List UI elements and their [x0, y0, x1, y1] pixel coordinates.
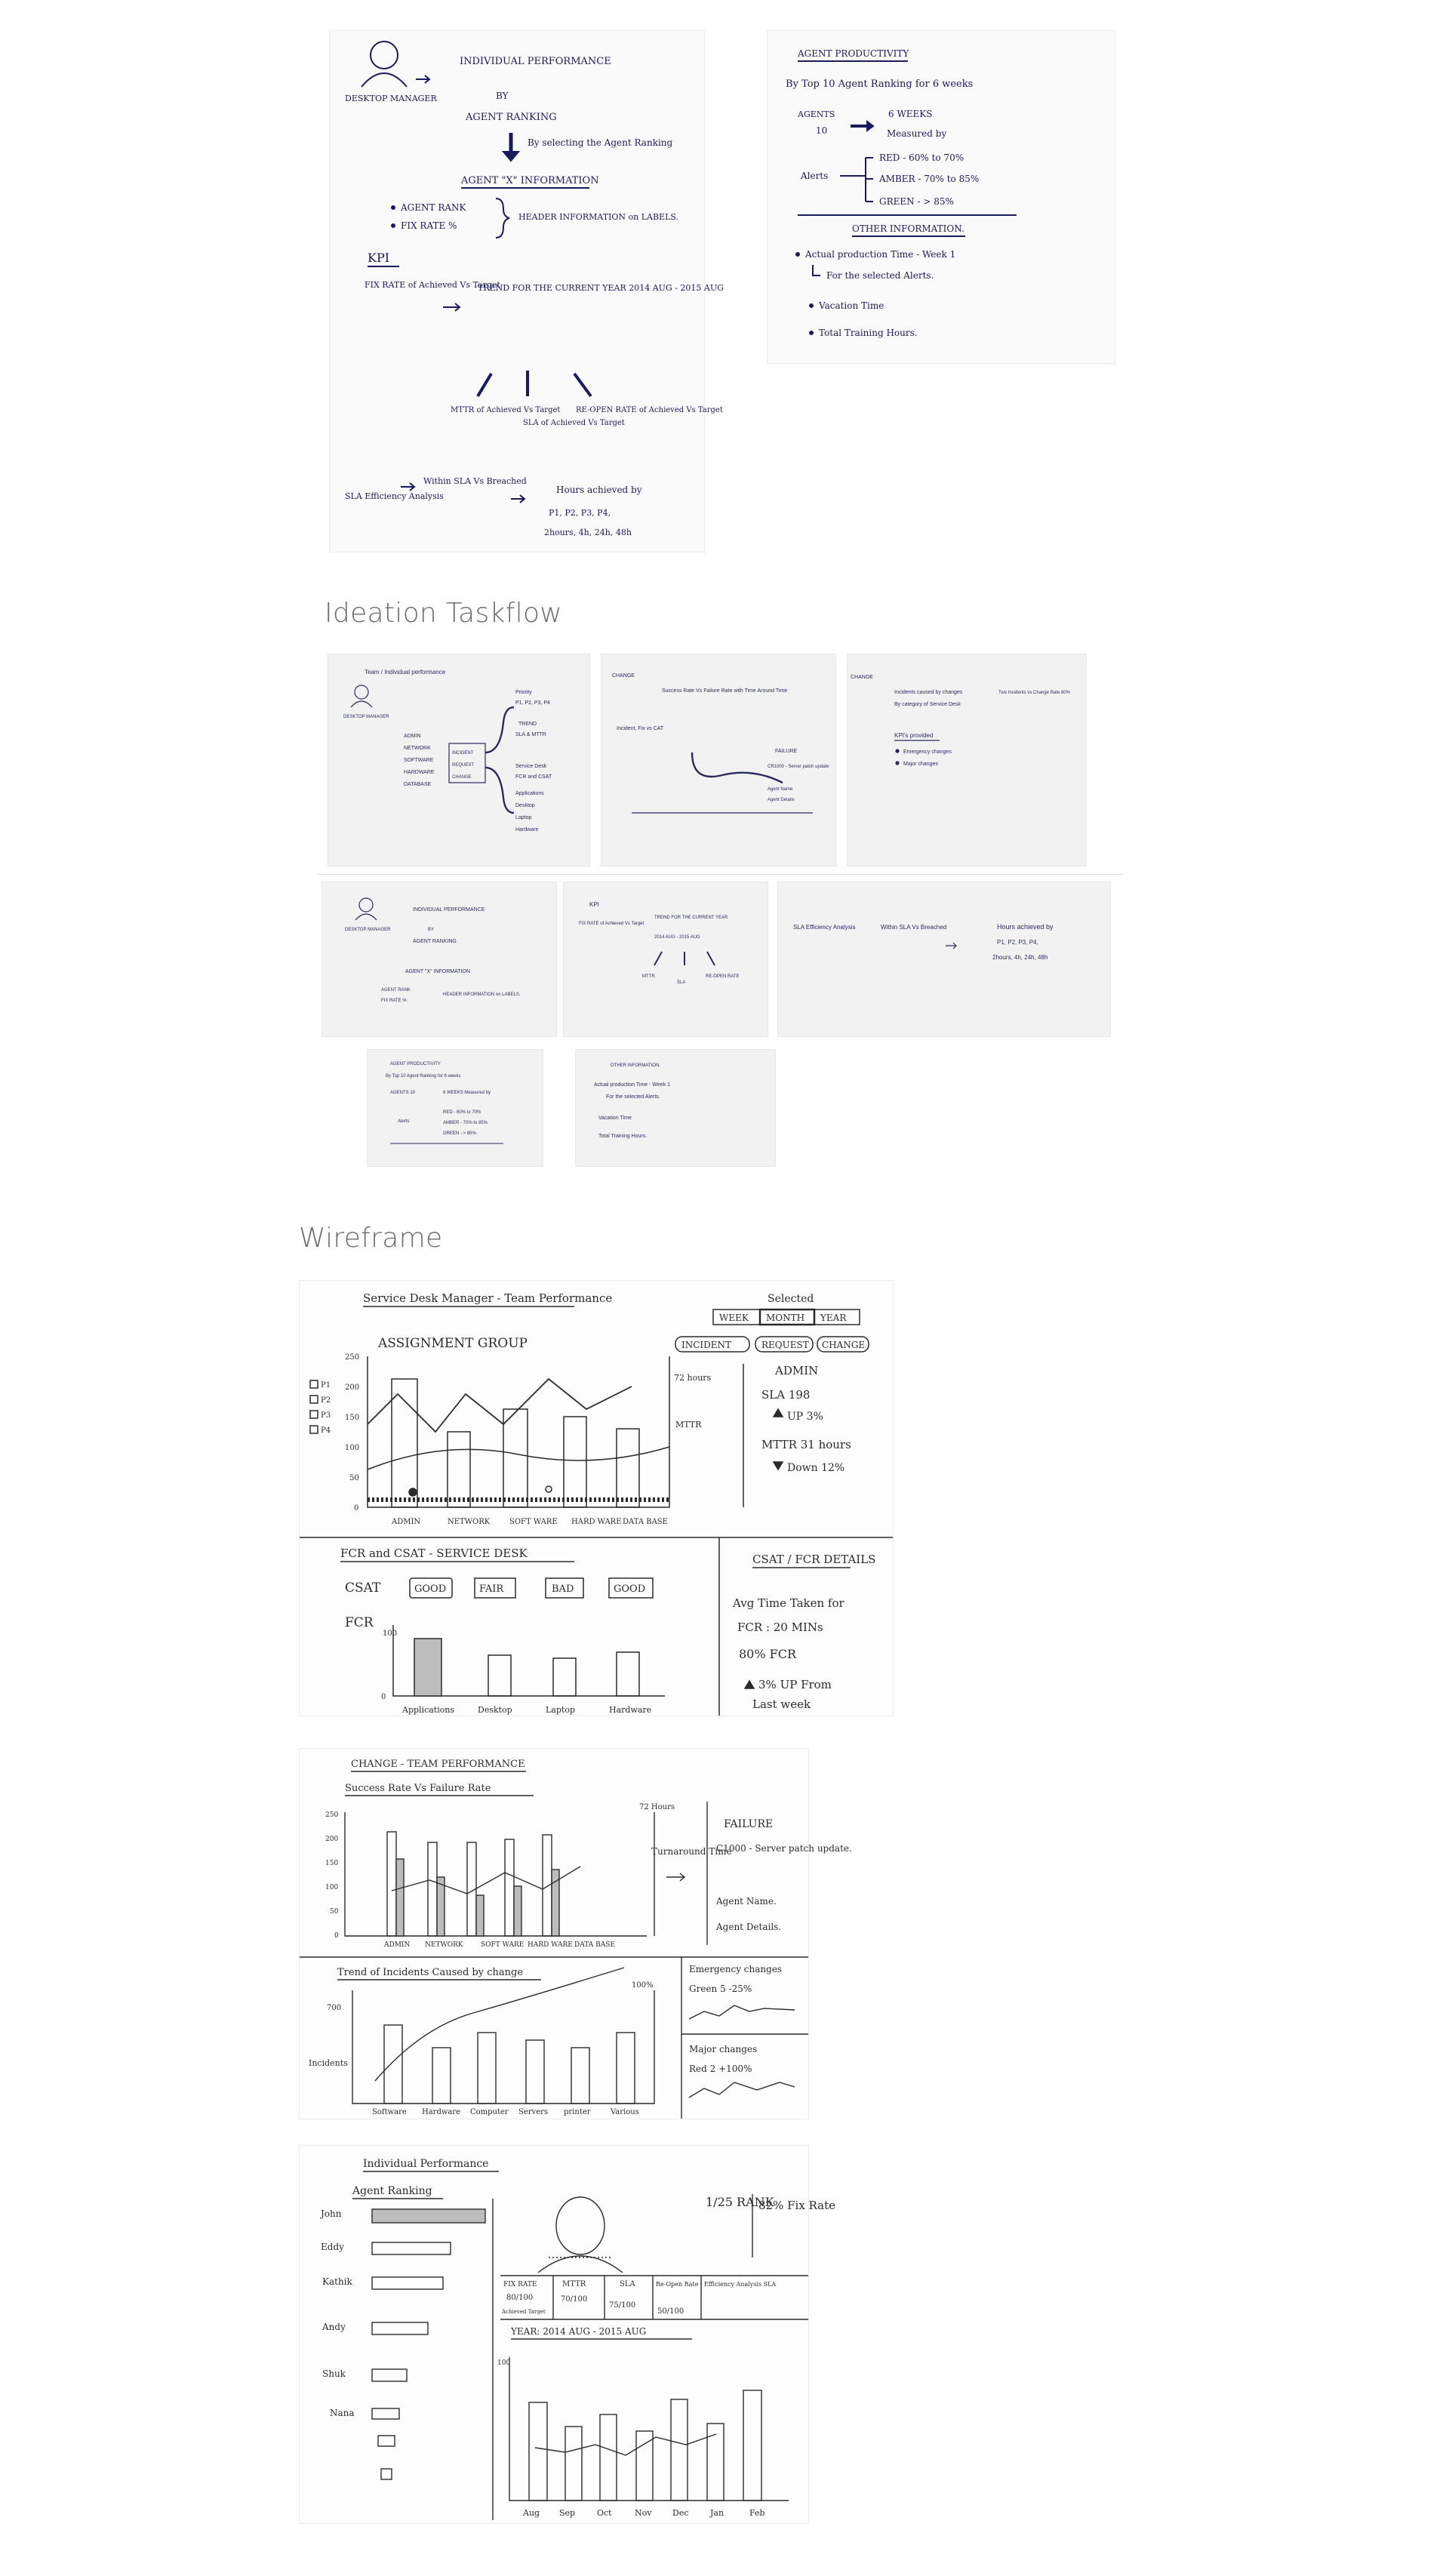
- wf3-year: YEAR: 2014 AUG - 2015 AUG: [511, 2326, 647, 2337]
- card5-period: 2014 AUG - 2015 AUG: [654, 935, 700, 940]
- reopen-label: RE-OPEN RATE of Achieved Vs Target: [576, 406, 723, 414]
- svg-text:150: 150: [345, 1414, 360, 1422]
- wf2-trend-bar-0: [384, 2025, 402, 2104]
- wf3-months: [522, 2508, 765, 2518]
- svg-text:Servers: Servers: [518, 2108, 549, 2116]
- svg-text:250: 250: [325, 1811, 339, 1819]
- wf2-trend-pct: 100%: [632, 1981, 654, 1990]
- wireframe-service-desk: [299, 1280, 894, 1716]
- wf3-agent-names: [319, 2208, 355, 2418]
- card2-cr1000: CR1000 - Server patch update: [768, 765, 829, 769]
- wf3-kpi-mttr-label: MTTR: [562, 2280, 586, 2288]
- card1-software: SOFTWARE: [404, 758, 434, 763]
- card3-right-note: Two Incidents vs Change Rate 80%: [998, 691, 1071, 695]
- by-label: BY: [496, 91, 509, 101]
- card7-agents: AGENTS 10: [390, 1091, 416, 1095]
- ideation-card-kpi: [563, 882, 768, 1037]
- header-info-label: HEADER INFORMATION on LABELS.: [518, 212, 679, 222]
- wf3-rank-bar-6: [378, 2436, 395, 2446]
- ideation-card-individual: [321, 882, 557, 1037]
- sla-label: SLA of Achieved Vs Target: [523, 419, 625, 427]
- fix-rate-block: FIX RATE of Achieved Vs Target: [365, 280, 500, 290]
- wf1-details-line5: Last week: [752, 1697, 811, 1711]
- wf2-trend-title: Trend of Incidents Caused by change: [337, 1967, 524, 1978]
- wf1-panel-mttr: MTTR 31 hours: [761, 1438, 851, 1451]
- wf2-trend-bar-group: [384, 2025, 635, 2104]
- card6-hours-achieved: Hours achieved by: [997, 923, 1054, 931]
- wf3-month-bar-0: [529, 2402, 547, 2501]
- wf2-trend-bar-1: [432, 2048, 451, 2104]
- wf2-emergency-spark: [689, 2005, 795, 2019]
- card1-admin: ADMIN: [404, 734, 421, 739]
- wf1-csat-bad[interactable]: BAD: [552, 1583, 574, 1595]
- by-selecting-label: By selecting the Agent Ranking: [528, 137, 673, 148]
- svg-text:200: 200: [325, 1836, 339, 1843]
- wf1-fcr-bar-group: [414, 1639, 639, 1696]
- sketch-photo-agent-productivity: [767, 30, 1115, 364]
- wf3-rank-bar-7: [381, 2469, 392, 2479]
- wireframe-individual-performance: [299, 2145, 836, 2524]
- wf2-trend-xcats: [372, 2108, 639, 2116]
- wf1-week-tab[interactable]: WEEK: [719, 1313, 749, 1323]
- card3-kpis: KPI's provided: [894, 732, 934, 739]
- svg-text:Hardware: Hardware: [609, 1705, 652, 1715]
- avatar-icon: [538, 2197, 623, 2273]
- wf3-rank: 1/25 RANK: [706, 2195, 774, 2209]
- wf2-bar-group: [387, 1832, 559, 1936]
- wf1-details-line1: Avg Time Taken for: [733, 1596, 844, 1610]
- wf3-trend-line: [535, 2434, 716, 2455]
- wf1-csat-options[interactable]: [410, 1578, 653, 1598]
- svg-text:0: 0: [354, 1504, 359, 1513]
- card5-trend: TREND FOR THE CURRENT YEAR: [654, 916, 728, 920]
- person-icon: [361, 42, 407, 87]
- card7-by-top10: By Top 10 Agent Ranking for 6 weeks: [386, 1074, 461, 1079]
- wf3-month-bar-4: [671, 2399, 688, 2501]
- svg-text:DATA BASE: DATA BASE: [623, 1518, 668, 1526]
- wf1-change-tab[interactable]: CHANGE: [822, 1340, 866, 1350]
- wf2-failure-line3: Agent Details.: [716, 1922, 782, 1932]
- wf2-bar-7: [514, 1886, 521, 1936]
- ideation-card-sla: [777, 882, 1111, 1037]
- svg-text:Eddy: Eddy: [321, 2242, 344, 2252]
- wf2-failure-line2: Agent Name.: [716, 1896, 777, 1907]
- wf1-panel-mttr-change: Down 12%: [787, 1462, 845, 1474]
- card1-desktop: Desktop: [515, 803, 535, 808]
- wf2-bar-0: [387, 1832, 396, 1936]
- wf3-month-bar-group: [529, 2390, 761, 2501]
- wf1-priority-legend: [310, 1380, 331, 1435]
- vacation-label: Vacation Time: [819, 300, 884, 311]
- card1-p-levels: P1, P2, P3, P4: [515, 700, 550, 706]
- bullet-agent-rank: AGENT RANK: [401, 202, 466, 213]
- svg-text:Applications: Applications: [402, 1705, 455, 1715]
- wf1-request-tab[interactable]: REQUEST: [761, 1340, 809, 1350]
- card2-success-rate: Success Rate Vs Failure Rate with Time Around Time: [662, 688, 788, 694]
- wf2-bar-2: [428, 1842, 437, 1936]
- wf1-p4: P4: [321, 1426, 331, 1435]
- wf1-mttr-axis: MTTR: [675, 1420, 702, 1430]
- card8-selected-alerts: For the selected Alerts.: [606, 1094, 660, 1100]
- wf2-xcats: [383, 1941, 615, 1949]
- wf2-major: Major changes: [689, 2044, 758, 2054]
- agents-label: AGENTS: [798, 109, 835, 119]
- ideation-card-agent-productivity: [367, 1049, 543, 1167]
- wf2-yticks: [325, 1811, 339, 1940]
- sla-efficiency-label: SLA Efficiency Analysis: [345, 491, 444, 501]
- card3-category: By category of Service Desk: [894, 702, 961, 707]
- wf1-csat-label: CSAT: [345, 1580, 381, 1596]
- wf3-kpi-row: [501, 2280, 776, 2316]
- ideation-card-team-performance: [328, 654, 590, 866]
- sketch-photo-individual-performance: [329, 30, 724, 552]
- card1-fcr-csat: FCR and CSAT: [515, 774, 552, 780]
- wf3-month-bar-5: [707, 2424, 724, 2501]
- card1-network: NETWORK: [404, 746, 431, 751]
- agent-x-info-label: AGENT "X" INFORMATION: [461, 175, 599, 186]
- card5-mttr: MTTR: [642, 974, 655, 979]
- wf2-cumulative-line: [375, 1968, 624, 2081]
- priorities-label: P1, P2, P3, P4,: [549, 508, 611, 518]
- wf1-fcr-tick-100: 100: [383, 1630, 398, 1638]
- within-sla-label: Within SLA Vs Breached: [423, 476, 527, 486]
- svg-text:Kathik: Kathik: [322, 2276, 352, 2287]
- wf1-p1: P1: [321, 1381, 331, 1390]
- wf1-bar-4: [617, 1429, 639, 1507]
- hours-achieved-label: Hours achieved by: [556, 485, 642, 495]
- wf3-month-bar-2: [600, 2414, 617, 2501]
- wf3-month-bar-6: [743, 2390, 761, 2501]
- svg-text:SOFT WARE: SOFT WARE: [481, 1941, 525, 1949]
- wf2-trend-bar-4: [571, 2048, 589, 2104]
- card2-agent-details: Agent Details: [768, 798, 795, 802]
- wf1-xcats: [391, 1518, 668, 1526]
- svg-text:SOFT WARE: SOFT WARE: [509, 1518, 558, 1526]
- svg-text:Nana: Nana: [330, 2408, 355, 2418]
- actual-production-label: Actual production Time - Week 1: [805, 249, 956, 260]
- wf1-details-title: CSAT / FCR DETAILS: [752, 1553, 876, 1566]
- svg-text:Computer: Computer: [470, 2108, 509, 2116]
- wireframe-title: Wireframe: [299, 1223, 443, 1254]
- wf1-fcr-xcats: [401, 1705, 651, 1715]
- agent-ranking-label: AGENT RANKING: [466, 112, 557, 123]
- card1-hardware: HARDWARE: [404, 770, 435, 775]
- wf1-fcr-bar-2: [553, 1658, 576, 1696]
- wf3-rank-bar-1: [372, 2242, 451, 2254]
- wf3-rank-bar-4: [372, 2369, 407, 2381]
- card5-kpi: KPI: [589, 901, 599, 908]
- wf2-emergency-val: Green 5 -25%: [689, 1984, 752, 1994]
- wf1-incident-tab[interactable]: INCIDENT: [681, 1340, 732, 1350]
- wf3-month-bar-3: [636, 2431, 653, 2501]
- card7-green: GREEN - > 85%: [443, 1131, 476, 1136]
- agents-count: 10: [816, 125, 828, 136]
- wf2-bar-1: [396, 1859, 404, 1936]
- wf1-panel-sla-change: UP 3%: [787, 1411, 823, 1423]
- wf1-csat-fair[interactable]: FAIR: [479, 1583, 504, 1595]
- mttr-label: MTTR of Achieved Vs Target: [451, 406, 561, 414]
- svg-text:Feb: Feb: [749, 2508, 765, 2518]
- card4-agent-rank: AGENT RANK: [381, 988, 411, 993]
- card1-trend: TREND: [518, 722, 537, 727]
- wf3-ytick: 100: [497, 2359, 511, 2367]
- hours-label: 2hours, 4h, 24h, 48h: [544, 528, 632, 537]
- card2-failure: FAILURE: [775, 749, 798, 754]
- wf1-selected: Selected: [768, 1293, 814, 1305]
- wf3-rank-bar-2: [372, 2277, 443, 2289]
- wf2-bar-8: [543, 1835, 552, 1936]
- selected-alerts-label: For the selected Alerts.: [826, 270, 934, 281]
- wf1-csat-good-2[interactable]: GOOD: [614, 1583, 646, 1595]
- wf3-kpi-mttr-value: 70/100: [561, 2295, 588, 2304]
- wf1-fcr-title: FCR and CSAT - SERVICE DESK: [340, 1547, 528, 1560]
- card7-six-weeks: 6 WEEKS Measured by: [443, 1091, 491, 1095]
- wf1-csat-good[interactable]: GOOD: [414, 1583, 447, 1595]
- individual-performance-label: INDIVIDUAL PERFORMANCE: [460, 56, 611, 67]
- card2-incident-fix: Incident, Fix vs CAT: [617, 726, 664, 731]
- card1-sla-mttr: SLA & MTTR: [515, 732, 546, 737]
- card5-reopen: RE-OPEN RATE: [706, 974, 740, 979]
- green-alert: GREEN - > 85%: [879, 196, 954, 207]
- wf1-details-line2: FCR : 20 MINs: [737, 1620, 823, 1634]
- card3-major: Major changes: [903, 762, 938, 767]
- svg-text:Nov: Nov: [635, 2508, 652, 2518]
- svg-text:HARD WARE: HARD WARE: [528, 1941, 573, 1949]
- svg-text:NETWORK: NETWORK: [448, 1518, 491, 1526]
- measured-by-label: Measured by: [887, 128, 947, 139]
- wf3-fix-rate: 82% Fix Rate: [758, 2199, 836, 2212]
- wf1-fcr-bar-0: [414, 1639, 441, 1696]
- svg-text:100: 100: [325, 1884, 339, 1891]
- ideation-taskflow-title: Ideation Taskflow: [325, 598, 563, 629]
- svg-text:0: 0: [334, 1932, 339, 1940]
- wf2-major-spark: [689, 2082, 795, 2097]
- wf3-ranking: Agent Ranking: [352, 2185, 432, 2197]
- card1-hardware-right: Hardware: [515, 827, 539, 833]
- wf1-bar-1: [448, 1432, 470, 1507]
- card1-applications: Applications: [515, 791, 544, 796]
- card4-fix-rate: FIX RATE %: [381, 999, 407, 1003]
- card1-laptop: Laptop: [515, 815, 532, 820]
- svg-text:200: 200: [345, 1383, 360, 1392]
- svg-text:100: 100: [345, 1444, 360, 1452]
- wf2-turnaround: Turnaround Time: [651, 1846, 732, 1857]
- wf3-rank-bar-3: [372, 2322, 428, 2334]
- bullet-fix-rate: FIX RATE %: [401, 220, 457, 231]
- card1-priority: Priority: [515, 690, 532, 695]
- card8-vacation: Vacation Time: [598, 1116, 632, 1121]
- wf1-month-tab[interactable]: MONTH: [766, 1313, 805, 1323]
- wf2-failure-title: FAILURE: [724, 1818, 774, 1830]
- wf1-hours-label: 72 hours: [674, 1373, 712, 1383]
- wf3-kpi-reopen-value: 50/100: [657, 2307, 685, 2316]
- other-info-label: OTHER INFORMATION.: [852, 223, 964, 234]
- alerts-label: Alerts: [801, 171, 829, 181]
- wf2-bar-3: [437, 1877, 445, 1936]
- six-weeks-label: 6 WEEKS: [888, 109, 933, 119]
- amber-alert: AMBER - 70% to 85%: [879, 174, 980, 184]
- card1-tab-incident: INCIDENT: [452, 751, 474, 756]
- card4-agent-x: AGENT "X" INFORMATION: [405, 969, 470, 974]
- wf1-fcr-tick-0: 0: [381, 1693, 386, 1701]
- card4-agent-ranking: AGENT RANKING: [413, 939, 457, 944]
- card8-other-info: OTHER INFORMATION.: [611, 1063, 660, 1068]
- ideation-card-incidents: [847, 654, 1087, 866]
- wf3-kpi-sla-value: 75/100: [609, 2301, 636, 2310]
- card7-alerts: Alerts: [398, 1119, 410, 1124]
- wf2-bar-5: [476, 1895, 484, 1936]
- svg-text:Various: Various: [611, 2108, 639, 2116]
- svg-text:HARD WARE: HARD WARE: [571, 1518, 622, 1526]
- wf1-year-tab[interactable]: YEAR: [820, 1313, 847, 1323]
- wf2-trend-bar-3: [526, 2040, 544, 2104]
- wf2-failure-line1: C1000 - Server patch update.: [716, 1843, 852, 1854]
- svg-text:DATA BASE: DATA BASE: [574, 1941, 615, 1949]
- card6-within-sla: Within SLA Vs Breached: [881, 924, 947, 931]
- wf3-kpi-fixrate-label: FIX RATE: [503, 2281, 537, 2288]
- card4-header-info: HEADER INFORMATION on LABELS.: [443, 993, 521, 997]
- svg-text:John: John: [321, 2208, 342, 2219]
- wf3-kpi-reopen-label: Re-Open Rate: [656, 2281, 699, 2288]
- wf2-trend-bar-2: [478, 2033, 496, 2104]
- training-label: Total Training Hours.: [819, 328, 918, 338]
- wf1-fcr-bar-1: [488, 1655, 511, 1696]
- card8-actual-production: Actual production Time - Week 1: [594, 1082, 671, 1088]
- wf3-kpi-fixrate-sub: Achieved Target: [502, 2309, 546, 2315]
- card1-tab-change: CHANGE: [452, 775, 472, 780]
- wf1-p3: P3: [321, 1411, 331, 1420]
- svg-text:Aug: Aug: [523, 2508, 540, 2518]
- svg-text:Desktop: Desktop: [478, 1705, 512, 1715]
- trend-label: TREND FOR THE CURRENT YEAR 2014 AUG - 2015 AUG: [478, 283, 724, 293]
- wireframe-change-team: [299, 1748, 852, 2119]
- card2-change: CHANGE: [612, 673, 635, 679]
- divider: [317, 874, 1123, 875]
- wf1-bar-2: [503, 1409, 528, 1507]
- card6-sla-efficiency: SLA Efficiency Analysis: [793, 924, 856, 931]
- wf1-details-line4: 3% UP From: [758, 1678, 832, 1691]
- wf1-yticks: [345, 1353, 359, 1513]
- desktop-manager-label: DESKTOP MANAGER: [345, 94, 437, 103]
- svg-text:Dec: Dec: [672, 2508, 689, 2518]
- wf1-details-line3: 80% FCR: [739, 1647, 797, 1661]
- svg-text:Laptop: Laptop: [546, 1705, 575, 1715]
- wf1-fcr-label: FCR: [345, 1615, 374, 1630]
- ideation-card-change: [601, 654, 836, 866]
- svg-text:50: 50: [330, 1908, 339, 1916]
- wf1-trend-line: [368, 1379, 632, 1432]
- svg-text:Oct: Oct: [597, 2508, 612, 2518]
- wf2-emergency: Emergency changes: [689, 1964, 783, 1974]
- wf2-bar-6: [505, 1839, 514, 1936]
- svg-text:Andy: Andy: [322, 2322, 346, 2332]
- card6-hours: 2hours, 4h, 24h, 48h: [992, 954, 1048, 961]
- wf1-bar-3: [564, 1417, 586, 1507]
- card6-priorities: P1, P2, P3, P4,: [997, 939, 1038, 946]
- svg-text:Software: Software: [372, 2108, 407, 2116]
- wf2-trend-bar-5: [617, 2033, 635, 2104]
- wf2-major-val: Red 2 +100%: [689, 2064, 752, 2074]
- red-alert: RED - 60% to 70%: [879, 152, 964, 163]
- wf1-panel-sla: SLA 198: [761, 1388, 811, 1402]
- card4-desktop-manager: DESKTOP MANAGER: [345, 928, 391, 932]
- svg-text:150: 150: [325, 1860, 339, 1867]
- wf1-panel-name: ADMIN: [775, 1364, 819, 1377]
- card1-database: DATABASE: [404, 782, 432, 787]
- wf1-group-title: ASSIGNMENT GROUP: [378, 1336, 528, 1351]
- wf1-p2: P2: [321, 1396, 331, 1405]
- card4-by: BY: [428, 928, 435, 932]
- svg-text:printer: printer: [564, 2108, 591, 2116]
- svg-text:50: 50: [349, 1474, 359, 1482]
- card3-incidents-caused: Incidents caused by changes: [894, 690, 963, 695]
- card1-tab-request: REQUEST: [452, 763, 475, 768]
- wf3-month-bar-1: [565, 2427, 582, 2501]
- svg-text:Sep: Sep: [559, 2508, 576, 2518]
- card7-amber: AMBER - 70% to 85%: [443, 1121, 488, 1125]
- card3-change: CHANGE: [851, 675, 873, 680]
- wf1-period-tabs[interactable]: [713, 1310, 860, 1325]
- wf2-hours: 72 Hours: [639, 1803, 675, 1811]
- card1-desktop-manager: DESKTOP MANAGER: [343, 715, 389, 719]
- card7-agent-productivity: AGENT PRODUCTIVITY: [390, 1062, 441, 1066]
- wf1-bar-group: [392, 1379, 639, 1507]
- card1-service-desk: Service Desk: [515, 764, 547, 769]
- svg-text:ADMIN: ADMIN: [384, 1941, 411, 1949]
- wf3-rank-bar-0: [372, 2209, 485, 2223]
- wf1-fcr-bar-3: [617, 1652, 639, 1696]
- svg-text:250: 250: [345, 1353, 360, 1362]
- wf3-rank-bar-group: [372, 2209, 485, 2479]
- wf3-kpi-efficiency-label: Efficiency Analysis SLA: [704, 2281, 777, 2288]
- by-top10-label: By Top 10 Agent Ranking for 6 weeks: [786, 78, 974, 90]
- wf3-rank-bar-5: [372, 2408, 399, 2419]
- ideation-card-other-info: [575, 1049, 776, 1167]
- card3-emergency: Emergency changes: [903, 749, 952, 755]
- svg-text:Shuk: Shuk: [322, 2368, 346, 2379]
- card5-sla: SLA: [677, 980, 686, 985]
- svg-text:NETWORK: NETWORK: [425, 1941, 463, 1949]
- svg-text:Jan: Jan: [710, 2508, 724, 2518]
- wf2-trend-ytick: 700: [327, 2004, 342, 2012]
- wf2-title: CHANGE - TEAM PERFORMANCE: [351, 1759, 525, 1770]
- svg-text:ADMIN: ADMIN: [392, 1518, 421, 1526]
- agent-productivity-label: AGENT PRODUCTIVITY: [798, 48, 909, 59]
- card2-agent-name: Agent Name: [768, 787, 793, 792]
- wf1-title: Service Desk Manager - Team Performance: [363, 1291, 613, 1305]
- card8-training: Total Training Hours.: [598, 1134, 648, 1139]
- card1-title: Team / Individual performance: [365, 669, 446, 676]
- wf2-incidents-label: Incidents: [309, 2058, 348, 2068]
- wf3-kpi-fixrate-value: 80/100: [506, 2294, 534, 2302]
- wf2-subtitle: Success Rate Vs Failure Rate: [345, 1783, 491, 1794]
- svg-text:Hardware: Hardware: [422, 2108, 461, 2116]
- card7-red: RED - 60% to 70%: [443, 1110, 481, 1115]
- wf3-kpi-sla-label: SLA: [620, 2280, 635, 2288]
- card4-individual-performance: INDIVIDUAL PERFORMANCE: [413, 907, 485, 913]
- wf3-title: Individual Performance: [363, 2158, 489, 2170]
- card5-fix-rate: FIX RATE of Achieved Vs Target: [579, 922, 645, 926]
- kpi-label: KPI: [368, 251, 390, 265]
